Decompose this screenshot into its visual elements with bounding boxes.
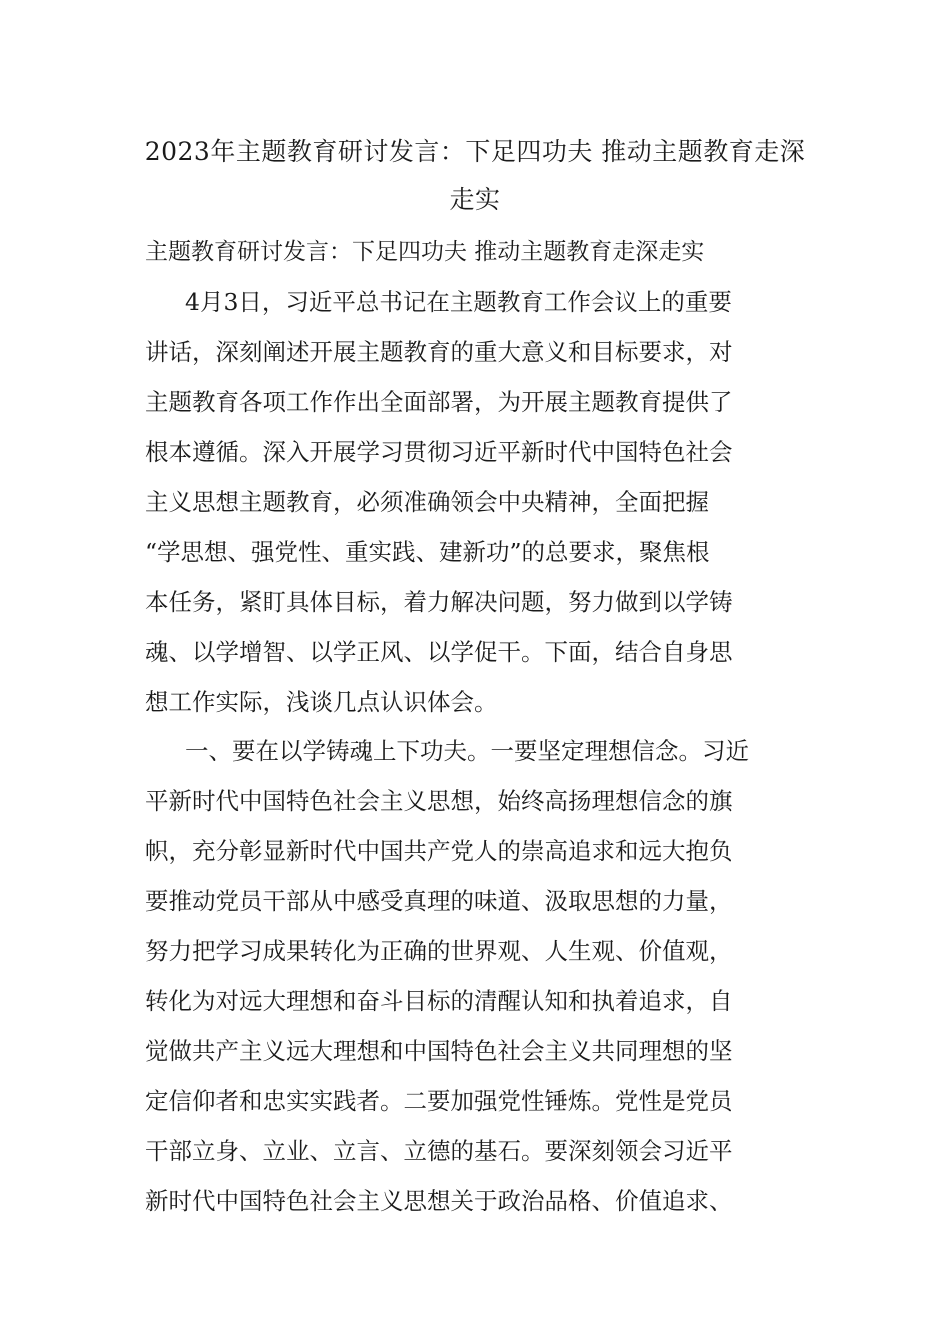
paragraph-line: 想工作实际，浅谈几点认识体会。: [145, 688, 498, 716]
paragraph-line: 要推动党员干部从中感受真理的味道、汲取思想的力量，: [145, 887, 733, 915]
paragraph-line: 根本遵循。深入开展学习贯彻习近平新时代中国特色社会: [145, 438, 733, 466]
document-title: 2023年主题教育研讨发言：下足四功夫 推动主题教育走深走实: [144, 137, 806, 214]
paragraph-line: 觉做共产主义远大理想和中国特色社会主义共同理想的坚: [145, 1037, 733, 1065]
paragraph-line: “学思想、强党性、重实践、建新功”的总要求，聚焦根: [145, 538, 710, 566]
paragraph-line: 干部立身、立业、立言、立德的基石。要深刻领会习近平: [145, 1137, 733, 1165]
paragraph-line: 努力把学习成果转化为正确的世界观、人生观、价值观，: [145, 937, 733, 965]
paragraph-line: 帜，充分彰显新时代中国共产党人的崇高追求和远大抱负: [145, 837, 733, 865]
paragraph-line: 一、要在以学铸魂上下功夫。一要坚定理想信念。习近: [185, 737, 749, 765]
paragraph-line: 本任务，紧盯具体目标，着力解决问题，努力做到以学铸: [145, 588, 733, 616]
paragraph-line: 4月3日，习近平总书记在主题教育工作会议上的重要: [185, 288, 732, 316]
paragraph-line: 主题教育各项工作作出全面部署，为开展主题教育提供了: [145, 388, 733, 416]
paragraph-line: 定信仰者和忠实实践者。二要加强党性锤炼。党性是党员: [145, 1087, 733, 1115]
paragraph-line: 平新时代中国特色社会主义思想，始终高扬理想信念的旗: [145, 787, 733, 815]
paragraph-line: 讲话，深刻阐述开展主题教育的重大意义和目标要求，对: [145, 338, 733, 366]
paragraph-line: 新时代中国特色社会主义思想关于政治品格、价值追求、: [145, 1187, 733, 1215]
paragraph-line: 魂、以学增智、以学正风、以学促干。下面，结合自身思: [145, 638, 733, 666]
document-subtitle: 主题教育研讨发言：下足四功夫 推动主题教育走深走实: [145, 239, 705, 265]
paragraph-line: 主义思想主题教育，必须准确领会中央精神，全面把握: [145, 488, 709, 516]
paragraph-line: 转化为对远大理想和奋斗目标的清醒认知和执着追求，自: [145, 987, 733, 1015]
